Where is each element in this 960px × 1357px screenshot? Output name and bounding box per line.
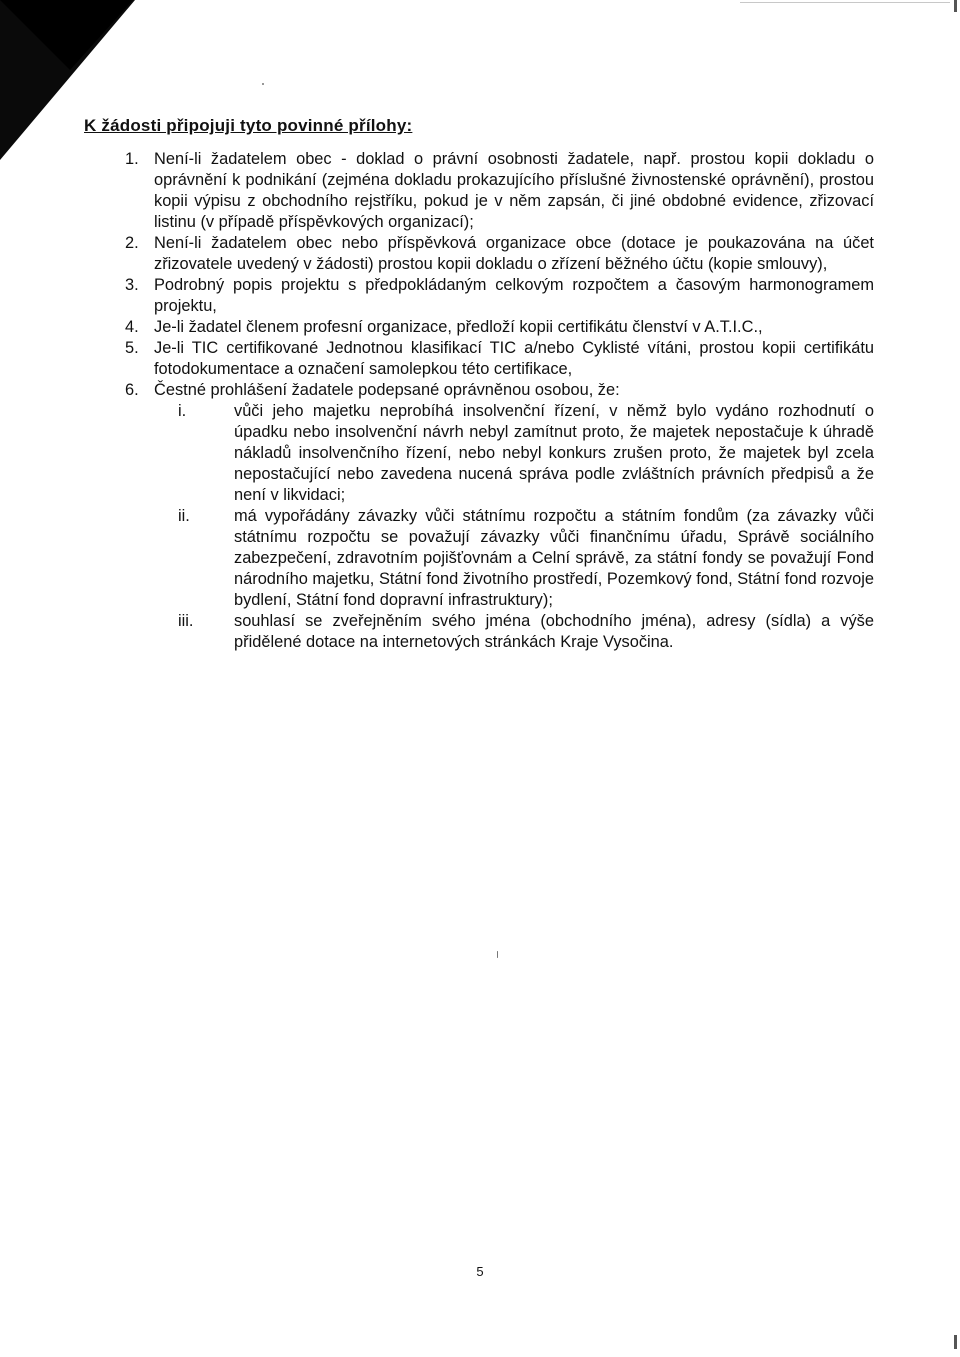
page-number: 5 <box>476 1264 484 1279</box>
item-number: 2. <box>125 234 139 252</box>
item-number: 4. <box>125 318 139 336</box>
item-number: 3. <box>125 276 139 294</box>
list-item <box>84 275 874 317</box>
item-text: Je-li TIC certifikované Jednotnou klasifikací TIC a/nebo Cyklisté vítáni, prostou kopii certifikátu fotodokumentace a označení samolepkou této certifikace, <box>154 339 874 378</box>
item-text: Není-li žadatelem obec nebo příspěvková organizace obce (dotace je poukazována na účet zřizovatele uvedený v žádosti) prostou kopii dokladu o zřízení běžného účtu (kopie smlouvy), <box>154 234 874 273</box>
attachments-list <box>84 149 874 653</box>
scan-edge-mark <box>954 1335 957 1349</box>
scan-speck <box>497 951 498 958</box>
list-item <box>84 380 874 653</box>
scan-speck <box>262 83 264 85</box>
sublist-item <box>154 506 874 611</box>
scan-edge-line <box>740 2 950 3</box>
list-item <box>84 149 874 233</box>
item-number: 6. <box>125 381 139 399</box>
list-item <box>84 338 874 380</box>
item-text: Není-li žadatelem obec - doklad o právní osobnosti žadatele, např. prostou kopii dokladu o oprávnění k podnikání (zejména dokladu prokazujícího příslušné živnostenské oprávnění), prostou kopii výpisu z obchodního rejstříku, pokud je v něm zapsán, či jiné obdobné evidence, zřizovací listinu (v případě příspěvkových organizací); <box>154 150 874 231</box>
subitem-text: má vypořádány závazky vůči státnímu rozpočtu a státním fondům (za závazky vůči státnímu rozpočtu se považují závazky vůči finančnímu úřadu, Správě sociálního zabezpečení, zdravotním pojišťovnám a Celní správě, za státní fondy se považují Fond národního majetku, Státní fond životního prostředí, Pozemkový fond, Státní fond rozvoje bydlení, Státní fond dopravní infrastruktury); <box>234 507 874 609</box>
list-item <box>84 233 874 275</box>
subitem-number: iii. <box>178 612 194 630</box>
list-item <box>84 317 874 338</box>
sublist-item <box>154 401 874 506</box>
sublist-item <box>154 611 874 653</box>
item-text: Čestné prohlášení žadatele podepsané oprávněnou osobou, že: <box>154 381 620 399</box>
item-text: Podrobný popis projektu s předpokládaným celkovým rozpočtem a časovým harmonogramem projektu, <box>154 276 874 315</box>
attachments-section <box>84 116 874 653</box>
scan-edge-mark <box>954 0 957 12</box>
subitem-number: i. <box>178 402 187 420</box>
item-number: 5. <box>125 339 139 357</box>
subitem-number: ii. <box>178 507 190 525</box>
declaration-sublist <box>154 401 874 653</box>
subitem-text: vůči jeho majetku neprobíhá insolvenční řízení, v němž bylo vydáno rozhodnutí o úpadku nebo insolvenční návrh nebyl zamítnut proto, že majetek nepostačuje k úhradě nákladů insolvenčního řízení, nebo nebyl konkurs zrušen proto, že majetek byl zcela nepostačující nebo zavedena nucená správa podle zvláštních právních předpisů a že není v likvidaci; <box>234 402 874 504</box>
item-number: 1. <box>125 150 139 168</box>
section-heading: K žádosti připojuji tyto povinné přílohy: <box>84 116 413 135</box>
item-text: Je-li žadatel členem profesní organizace, předloží kopii certifikátu členství v A.T.I.C., <box>154 318 763 336</box>
subitem-text: souhlasí se zveřejněním svého jména (obchodního jména), adresy (sídla) a výše přidělené dotace na internetových stránkách Kraje Vysočina. <box>234 612 874 651</box>
